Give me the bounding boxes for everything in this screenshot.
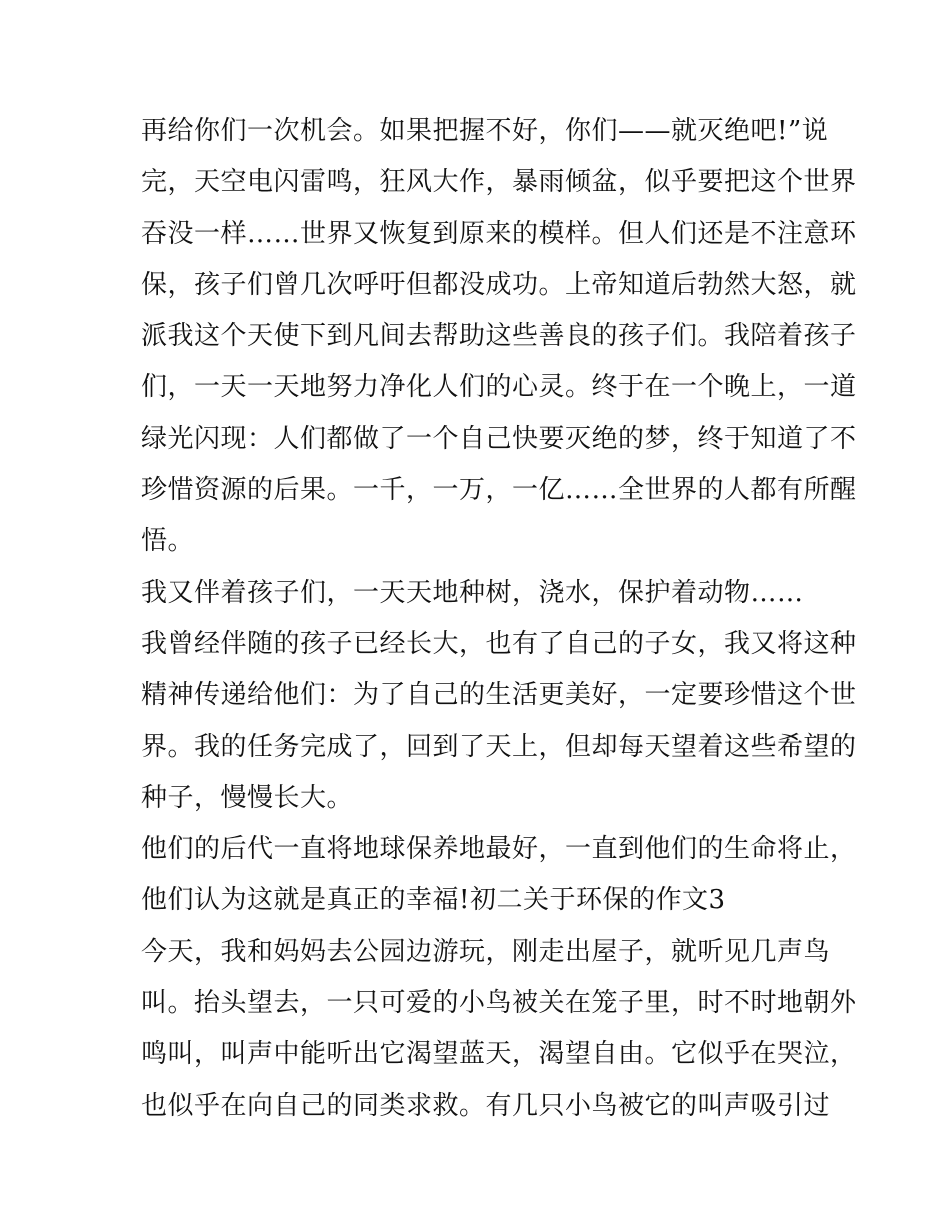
text-line: 界。我的任务完成了，回到了天上，但却每天望着这些希望的 [141,731,857,762]
text-line: 悟。 [141,526,195,557]
text-line: 绿光闪现：人们都做了一个自己快要灭绝的梦，终于知道了不 [141,423,857,454]
text-line: 完，天空电闪雷鸣，狂风大作，暴雨倾盆，似乎要把这个世界 [141,167,857,198]
text-line: 种子，慢慢长大。 [141,782,354,813]
text-line: 精神传递给他们：为了自己的生活更美好，一定要珍惜这个世 [141,680,857,711]
text-line: 保，孩子们曾几次呼吁但都没成功。上帝知道后勃然大怒，就 [141,269,857,300]
text-line: 再给你们一次机会。如果把握不好，你们——就灭绝吧!”说 [141,116,829,146]
text-line: 叫。抬头望去，一只可爱的小鸟被关在笼子里，时不时地朝外 [141,988,857,1019]
text-line: 他们认为这就是真正的幸福!初二关于环保的作文3 [141,885,726,916]
text-line: 今天，我和妈妈去公园边游玩，刚走出屋子，就听见几声鸟 [141,936,831,967]
text-line: 鸣叫，叫声中能听出它渴望蓝天，渴望自由。它似乎在哭泣， [141,1039,857,1070]
text-line: 我曾经伴随的孩子已经长大，也有了自己的子女，我又将这种 [141,628,857,659]
text-line: 我又伴着孩子们，一天天地种树，浇水，保护着动物…… [141,577,804,608]
text-line: 也似乎在向自己的同类求救。有几只小鸟被它的叫声吸引过 [141,1090,831,1121]
text-line: 他们的后代一直将地球保养地最好，一直到他们的生命将止， [141,834,857,865]
text-line: 派我这个天使下到凡间去帮助这些善良的孩子们。我陪着孩子 [141,321,857,352]
text-line: 们，一天一天地努力净化人们的心灵。终于在一个晚上，一道 [141,372,857,403]
text-line: 吞没一样……世界又恢复到原来的模样。但人们还是不注意环 [141,218,857,249]
body-text [141,106,857,1132]
text-line: 珍惜资源的后果。一千，一万，一亿……全世界的人都有所醒 [141,475,857,506]
